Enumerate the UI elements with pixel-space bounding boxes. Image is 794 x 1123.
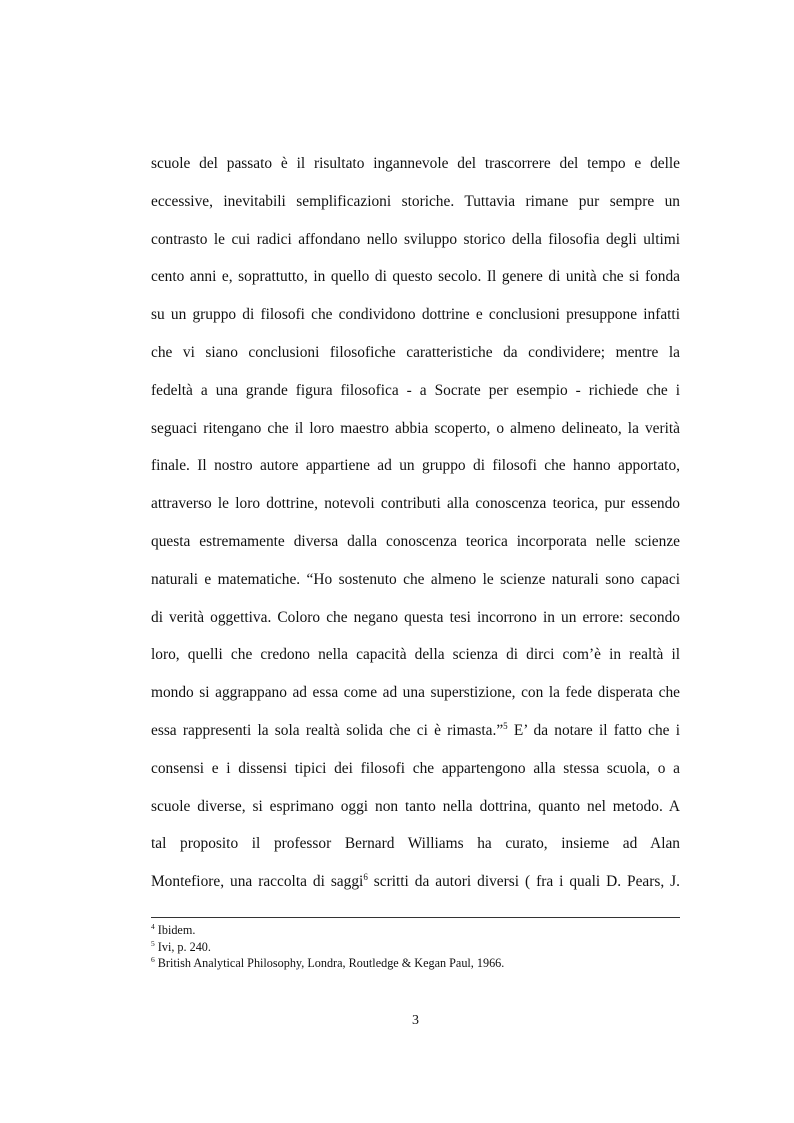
text-line: attraverso le loro dottrine, notevoli contributi alla conoscenza teorica, pur essendo [151,495,680,513]
text-line: finale. Il nostro autore appartiene ad un gruppo di filosofi che hanno apportato, [151,457,680,475]
text-line: loro, quelli che credono nella capacità della scienza di dirci com’è in realtà il [151,646,680,664]
text-segment: E’ da notare il fatto che i [507,721,681,739]
text-line: naturali e matematiche. “Ho sostenuto che almeno le scienze naturali sono capaci [151,570,680,588]
text-line: scuole diverse, si esprimano oggi non tanto nella dottrina, quanto nel metodo. A [151,797,680,815]
text-line: scuole del passato è il risultato ingannevole del trascorrere del tempo e delle [151,155,680,172]
text-segment: Montefiore, una raccolta di saggi [151,873,364,891]
text-line: tal proposito il professor Bernard Williams ha curato, insieme ad Alan [151,835,680,853]
footnote-text: Ivi, p. 240. [154,939,211,954]
text-line: di verità oggettiva. Coloro che negano questa tesi incorrono in un errore: secondo [151,608,680,626]
footnotes [151,922,680,972]
text-line: questa estremamente diversa dalla conoscenza teorica incorporata nelle scienze [151,532,680,550]
footnote-number: 6 [151,955,155,964]
body-text [151,145,680,901]
footnote-number: 5 [151,938,155,948]
footnote-ref-5: 5 [503,720,508,731]
text-line: eccessive, inevitabili semplificazioni storiche. Tuttavia rimane pur sempre un [151,192,680,210]
text-line: consensi e i dissensi tipici dei filosofi che appartengono alla stessa scuola, o a [151,759,680,777]
text-line: contrasto le cui radici affondano nello sviluppo storico della filosofia degli ultimi [151,230,680,248]
footnote-text: Ibidem. [154,923,196,937]
footnote-text: British Analytical Philosophy, Londra, Routledge & Kegan Paul, 1966. [154,956,505,970]
text-segment: essa rappresenti la sola realtà solida che ci è rimasta.” [151,721,504,739]
text-line: cento anni e, soprattutto, in quello di questo secolo. Il genere di unità che si fonda [151,268,680,286]
footnote-ref-6: 6 [363,872,368,883]
text-line: fedeltà a una grande figura filosofica - a Socrate per esempio - richiede che i [151,381,680,399]
page-number: 3 [412,1013,419,1028]
footnote-5 [151,939,680,956]
footnote-separator [151,917,680,918]
text-line-with-footnote-ref [151,712,680,750]
text-line: su un gruppo di filosofi che condividono dottrine e conclusioni presuppone infatti [151,306,680,324]
text-line: seguaci ritengano che il loro maestro abbia scoperto, o almeno delineato, la verità [151,419,680,437]
text-segment: scritti da autori diversi ( fra i quali D. Pears, J. [367,873,680,891]
text-line-with-footnote-ref [151,863,680,901]
footnote-6 [151,955,680,972]
footnote-number: 4 [151,922,155,931]
text-line: mondo si aggrappano ad essa come ad una superstizione, con la fede disperata che [151,684,680,702]
text-line: che vi siano conclusioni filosofiche caratteristiche da condividere; mentre la [151,343,680,361]
footnote-4 [151,922,680,939]
